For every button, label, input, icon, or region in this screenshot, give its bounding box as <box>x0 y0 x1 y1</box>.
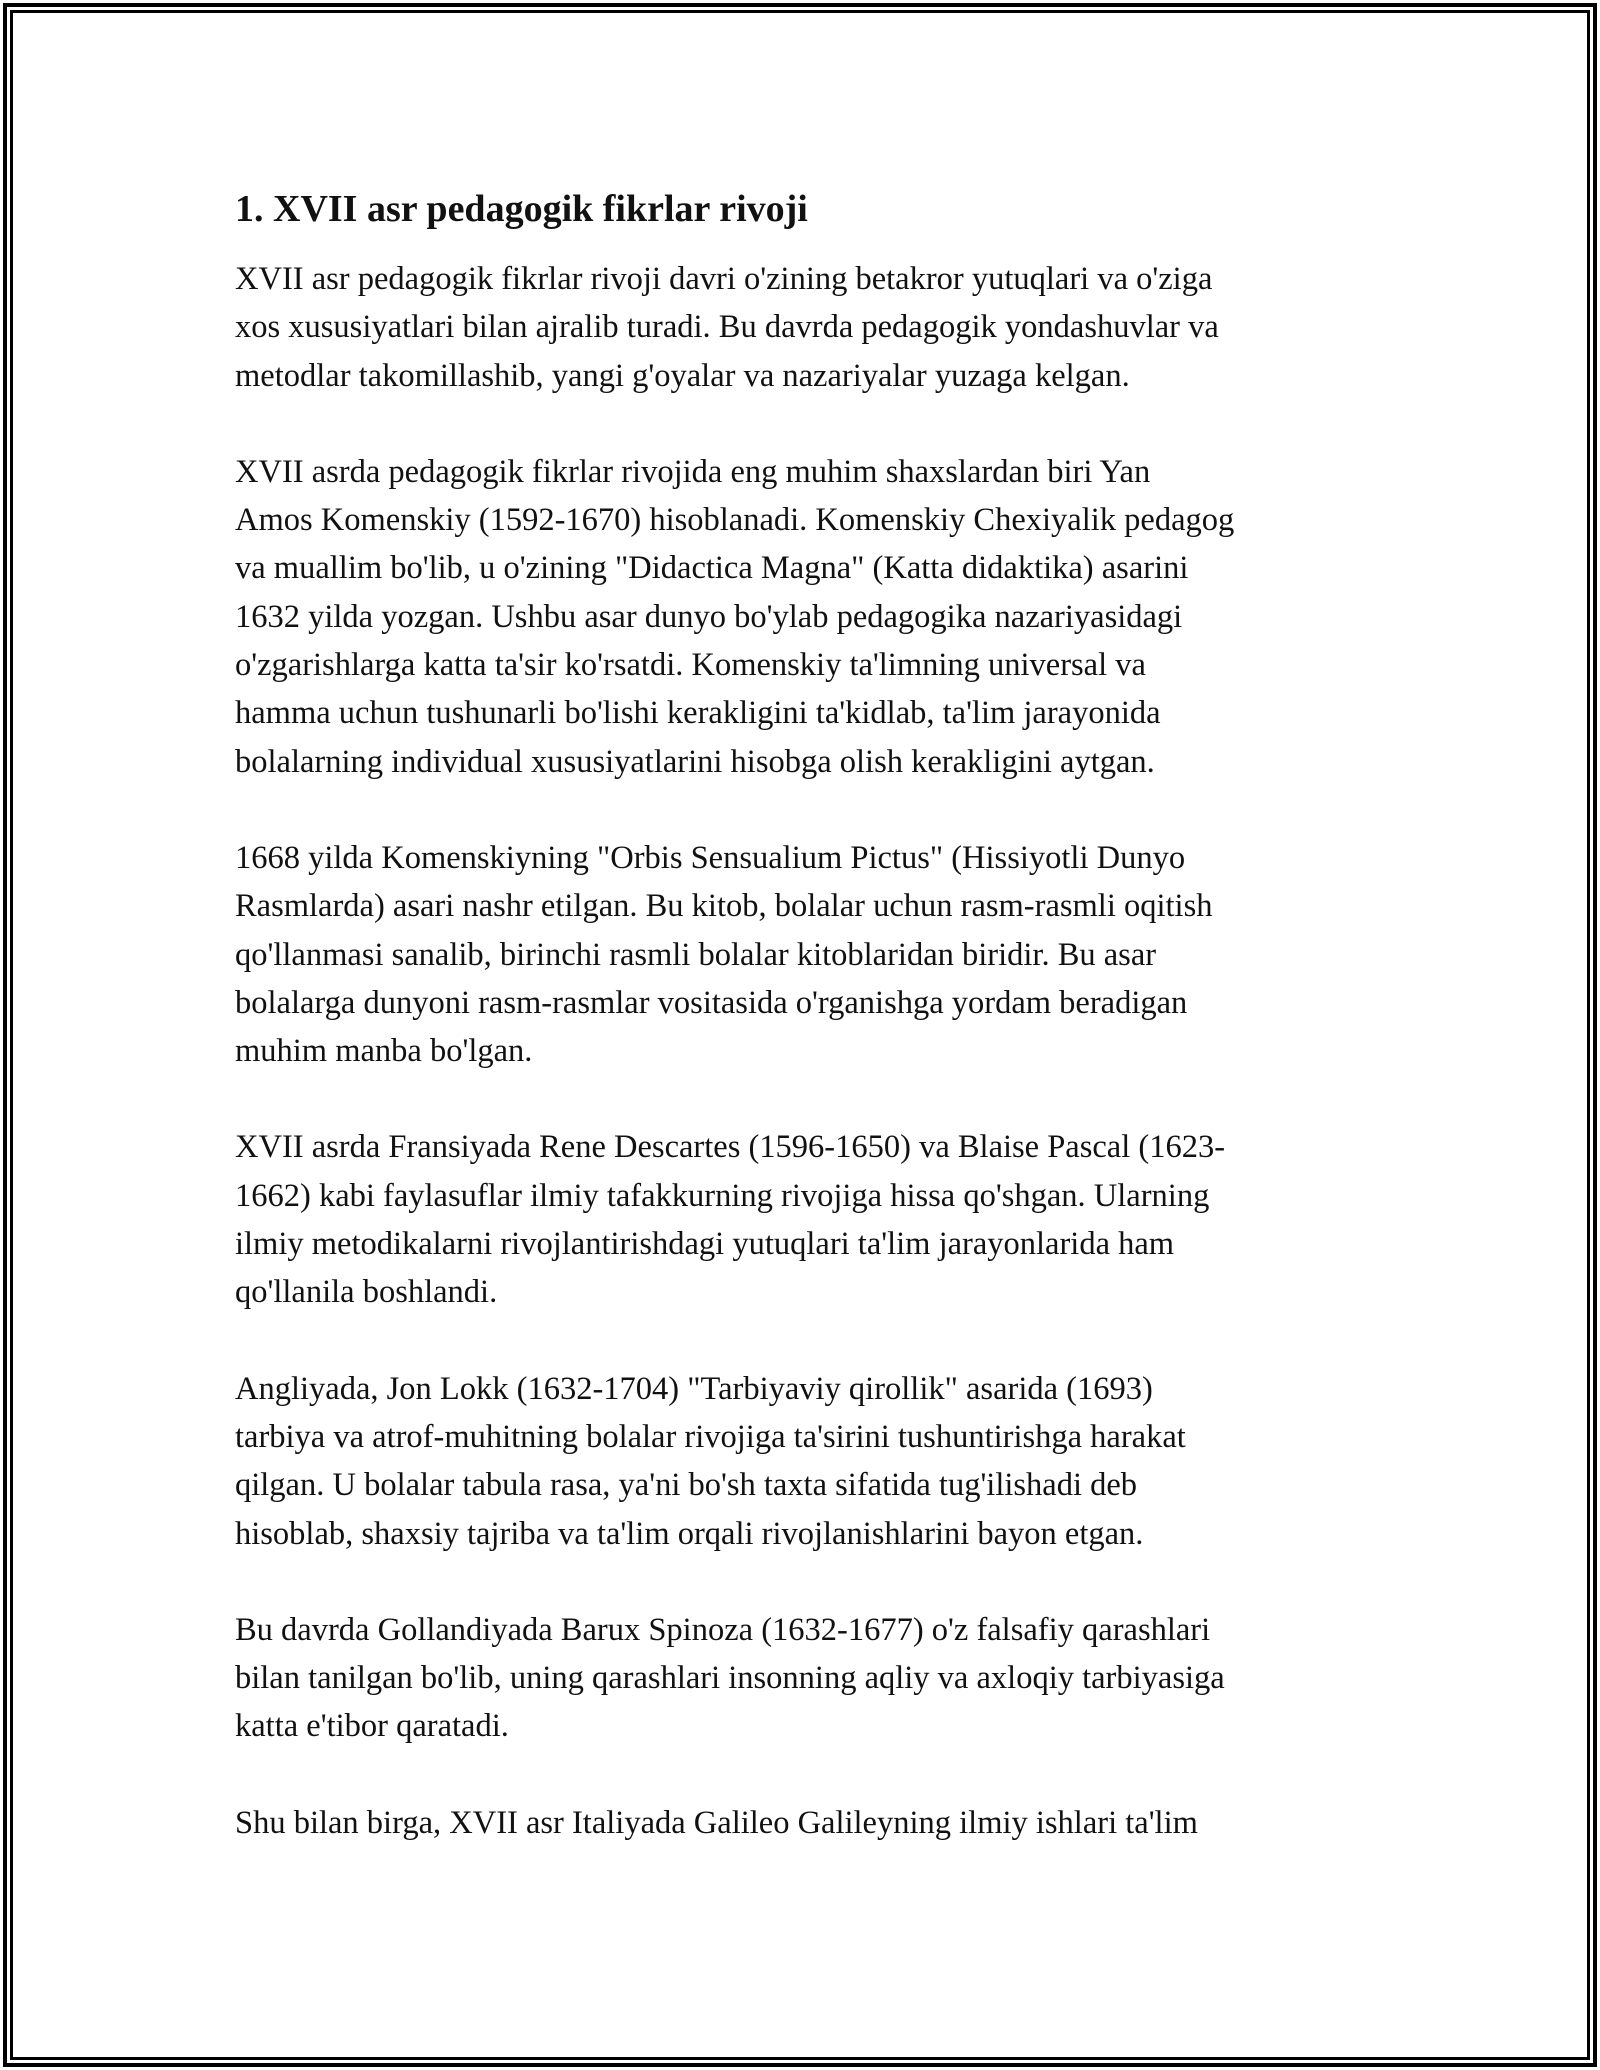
section-heading: 1. XVII asr pedagogik fikrlar rivoji <box>235 188 808 230</box>
text-line: qilgan. U bolalar tabula rasa, ya'ni bo'sh taxta sifatida tug'ilishadi deb <box>235 1467 1138 1504</box>
text-line: o'zgarishlarga katta ta'sir ko'rsatdi. Komenskiy ta'limning universal va <box>235 647 1146 684</box>
text-line: qo'llanmasi sanalib, birinchi rasmli bolalar kitoblaridan biridir. Bu asar <box>235 936 1157 973</box>
text-line: hisoblab, shaxsiy tajriba va ta'lim orqali rivojlanishlarini bayon etgan. <box>235 1515 1144 1552</box>
text-line: qo'llanila boshlandi. <box>235 1274 498 1311</box>
text-line: muhim manba bo'lgan. <box>235 1033 533 1070</box>
text-line: Rasmlarda) asari nashr etilgan. Bu kitob, bolalar uchun rasm-rasmli oqitish <box>235 888 1213 925</box>
paragraph-italy <box>235 1799 1375 1847</box>
text-line: ilmiy metodikalarni rivojlantirishdagi yutuqlari ta'lim jarayonlarida ham <box>235 1226 1175 1263</box>
text-line: bolalarga dunyoni rasm-rasmlar vositasida o'rganishga yordam beradigan <box>235 984 1188 1021</box>
text-line: Shu bilan birga, XVII asr Italiyada Galileo Galileyning ilmiy ishlari ta'lim <box>235 1804 1198 1841</box>
text-line: xos xususiyatlari bilan ajralib turadi. Bu davrda pedagogik yondashuvlar va <box>235 309 1219 346</box>
text-line: katta e'tibor qaratadi. <box>235 1708 509 1745</box>
paragraph-england <box>235 1365 1375 1558</box>
paragraph-orbis-pictus <box>235 834 1375 1075</box>
text-line: 1662) kabi faylasuflar ilmiy tafakkurning rivojiga hissa qo'shgan. Ularning <box>235 1177 1210 1214</box>
paragraph-intro <box>235 255 1375 400</box>
text-line: Angliyada, Jon Lokk (1632-1704) "Tarbiyaviy qirollik" asarida (1693) <box>235 1370 1153 1407</box>
text-line: metodlar takomillashib, yangi g'oyalar va nazariyalar yuzaga kelgan. <box>235 357 1130 394</box>
paragraph-komenskiy <box>235 448 1375 786</box>
text-line: XVII asr pedagogik fikrlar rivoji davri o'zining betakror yutuqlari va o'ziga <box>235 261 1213 297</box>
text-line: hamma uchun tushunarli bo'lishi kerakligini ta'kidlab, ta'lim jarayonida <box>235 695 1161 732</box>
text-line: va muallim bo'lib, u o'zining "Didactica Magna" (Katta didaktika) asarini <box>235 550 1189 587</box>
text-line: Amos Komenskiy (1592-1670) hisoblanadi. Komenskiy Chexiyalik pedagog <box>235 502 1235 539</box>
text-line: XVII asrda pedagogik fikrlar rivojida eng muhim shaxslardan biri Yan <box>235 453 1151 490</box>
text-line: bolalarning individual xususiyatlarini hisobga olish kerakligini aytgan. <box>235 743 1155 780</box>
paragraph-france <box>235 1123 1375 1316</box>
text-line: bilan tanilgan bo'lib, uning qarashlari insonning aqliy va axloqiy tarbiyasiga <box>235 1660 1225 1697</box>
text-line: tarbiya va atrof-muhitning bolalar rivojiga ta'sirini tushuntirishga harakat <box>235 1418 1186 1455</box>
text-line: Bu davrda Gollandiyada Barux Spinoza (1632-1677) o'z falsafiy qarashlari <box>235 1611 1211 1648</box>
paragraph-netherlands <box>235 1606 1375 1751</box>
text-line: 1668 yilda Komenskiyning "Orbis Sensualium Pictus" (Hissiyotli Dunyo <box>235 839 1186 876</box>
text-line: XVII asrda Fransiyada Rene Descartes (1596-1650) va Blaise Pascal (1623- <box>235 1129 1226 1166</box>
document-page <box>235 185 1375 1895</box>
text-line: 1632 yilda yozgan. Ushbu asar dunyo bo'ylab pedagogika nazariyasidagi <box>235 598 1183 635</box>
